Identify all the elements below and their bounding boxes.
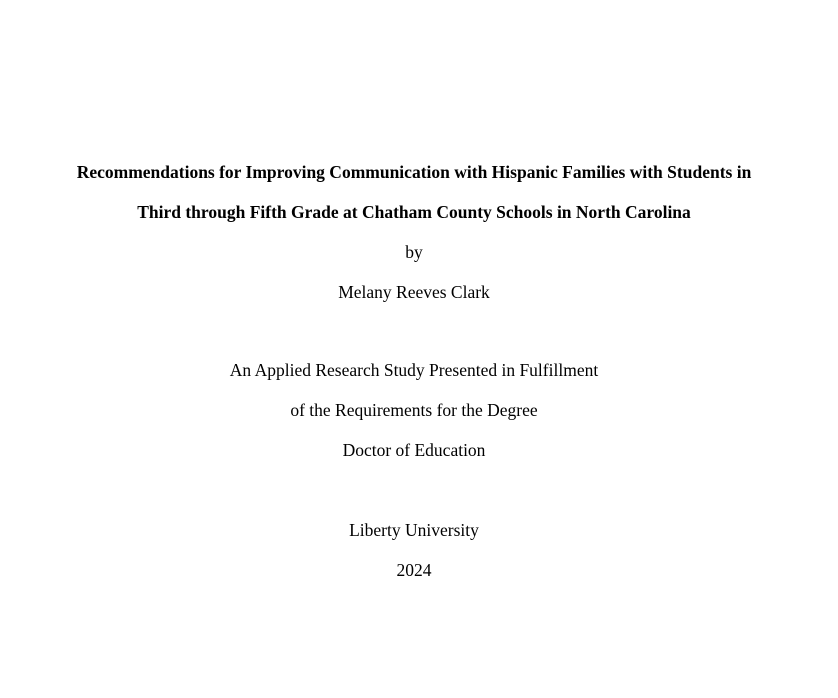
title-line-2: Third through Fifth Grade at Chatham County Schools in North Carolina <box>137 202 691 222</box>
presentation-line-2: of the Requirements for the Degree <box>290 400 538 420</box>
presentation-line-1: An Applied Research Study Presented in Fulfillment <box>229 360 599 380</box>
by-line: by <box>405 242 423 262</box>
degree-name: Doctor of Education <box>342 440 486 460</box>
title-line-1: Recommendations for Improving Communication with Hispanic Families with Students in <box>76 162 752 182</box>
university-name: Liberty University <box>349 520 479 540</box>
author-name: Melany Reeves Clark <box>338 282 490 302</box>
publication-year: 2024 <box>396 560 432 580</box>
